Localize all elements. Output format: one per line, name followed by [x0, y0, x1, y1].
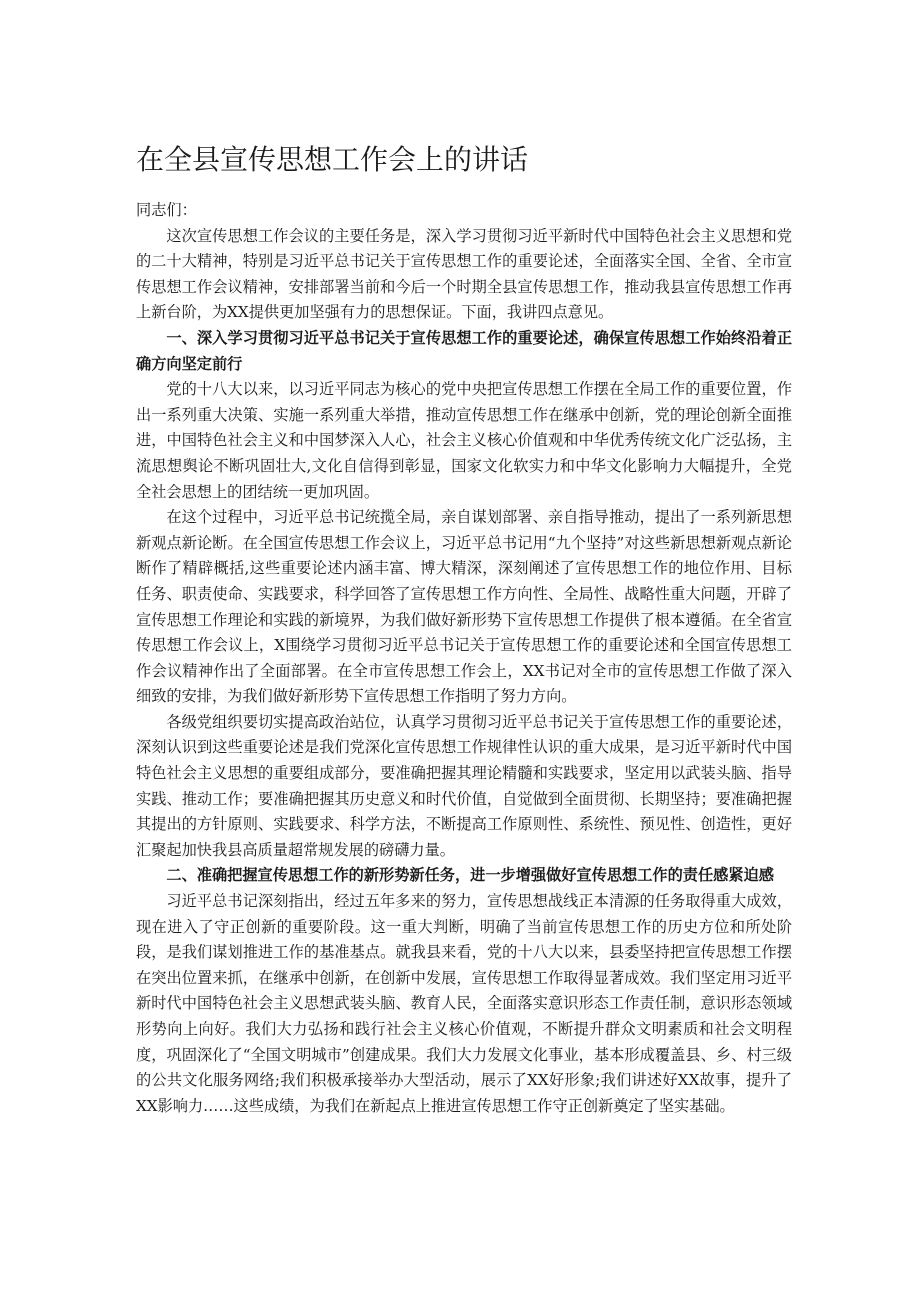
body-paragraph: 习近平总书记深刻指出，经过五年多来的努力，宣传思想战线正本清源的任务取得重大成效，现在进入了守正创新的重要阶段。这一重大判断，明确了当前宣传思想工作的历史方位和所处阶段，是我们谋划推进工作的基准基点。就我县来看，党的十八大以来，县委坚持把宣传思想工作摆在突出位置来抓，在继承中创新，在创新中发展，宣传思想工作取得显著成效。我们坚定用习近平新时代中国特色社会主义思想武装头脑、教育人民，全面落实意识形态工作责任制，意识形态领域形势向上向好。我们大力弘扬和践行社会主义核心价值观，不断提升群众文明素质和社会文明程度，巩固深化了“全国文明城市”创建成果。我们大力发展文化事业，基本形成覆盖县、乡、村三级的公共文化服务网络;我们积极承接举办大型活动，展示了XX好形象;我们讲述好XX故事，提升了XX影响力……这些成绩，为我们在新起点上推进宣传思想工作守正创新奠定了坚实基础。 — [136, 892, 792, 1115]
body-paragraph: 在这个过程中，习近平总书记统揽全局，亲自谋划部署、亲自指导推动，提出了一系列新思想新观点新论断。在全国宣传思想工作会议上，习近平总书记用“九个坚持”对这些新思想新观点新论断作了精辟概括,这些重要论述内涵丰富、博大精深，深刻阐述了宣传思想工作的地位作用、目标任务、职责使命、实践要求，科学回答了宣传思想工作方向性、全局性、战略性重大问题，开辟了宣传思想工作理论和实践的新境界，为我们做好新形势下宣传思想工作提供了根本遵循。在全省宣传思想工作会议上，X围绕学习贯彻习近平总书记关于宣传思想工作的重要论述和全国宣传思想工作会议精神作出了全面部署。在全市宣传思想工作会上，XX书记对全市的宣传思想工作做了深入细致的安排，为我们做好新形势下宣传思想工作指明了努力方向。 — [136, 508, 792, 706]
body-paragraph: 党的十八大以来，以习近平同志为核心的党中央把宣传思想工作摆在全局工作的重要位置，作出一系列重大决策、实施一系列重大举措，推动宣传思想工作在继承中创新，党的理论创新全面推进，中国特色社会主义和中国梦深入人心，社会主义核心价值观和中华优秀传统文化广泛弘扬，主流思想舆论不断巩固壮大,文化自信得到彰显，国家文化软实力和中华文化影响力大幅提升，全党全社会思想上的团结统一更加巩固。 — [136, 380, 792, 501]
document-title: 在全县宣传思想工作会上的讲话 — [136, 143, 529, 176]
section-heading-1: 一、深入学习贯彻习近平总书记关于宣传思想工作的重要论述，确保宣传思想工作始终沿着正确方向坚定前行 — [136, 328, 792, 373]
salutation: 同志们： — [136, 201, 197, 219]
section-heading-2: 二、准确把握宣传思想工作的新形势新任务，进一步增强做好宣传思想工作的责任感紧迫感 — [166, 866, 774, 885]
intro-paragraph: 这次宣传思想工作会议的主要任务是，深入学习贯彻习近平新时代中国特色社会主义思想和党的二十大精神，特别是习近平总书记关于宣传思想工作的重要论述，全面落实全国、全省、全市宣传思想工作会议精神，安排部署当前和今后一个时期全县宣传思想工作，推动我县宣传思想工作再上新台阶，为XX提供更加坚强有力的思想保证。下面，我讲四点意见。 — [136, 226, 792, 322]
document-body — [136, 198, 792, 1119]
body-paragraph: 各级党组织要切实提高政治站位，认真学习贯彻习近平总书记关于宣传思想工作的重要论述，深刻认识到这些重要论述是我们党深化宣传思想工作规律性认识的重大成果，是习近平新时代中国特色社会主义思想的重要组成部分，要准确把握其理论精髓和实践要求，坚定用以武装头脑、指导实践、推动工作；要准确把握其历史意义和时代价值，自觉做到全面贯彻、长期坚持；要准确把握其提出的方针原则、实践要求、科学方法，不断提高工作原则性、系统性、预见性、创造性，更好汇聚起加快我县高质量超常规发展的磅礴力量。 — [136, 712, 792, 859]
